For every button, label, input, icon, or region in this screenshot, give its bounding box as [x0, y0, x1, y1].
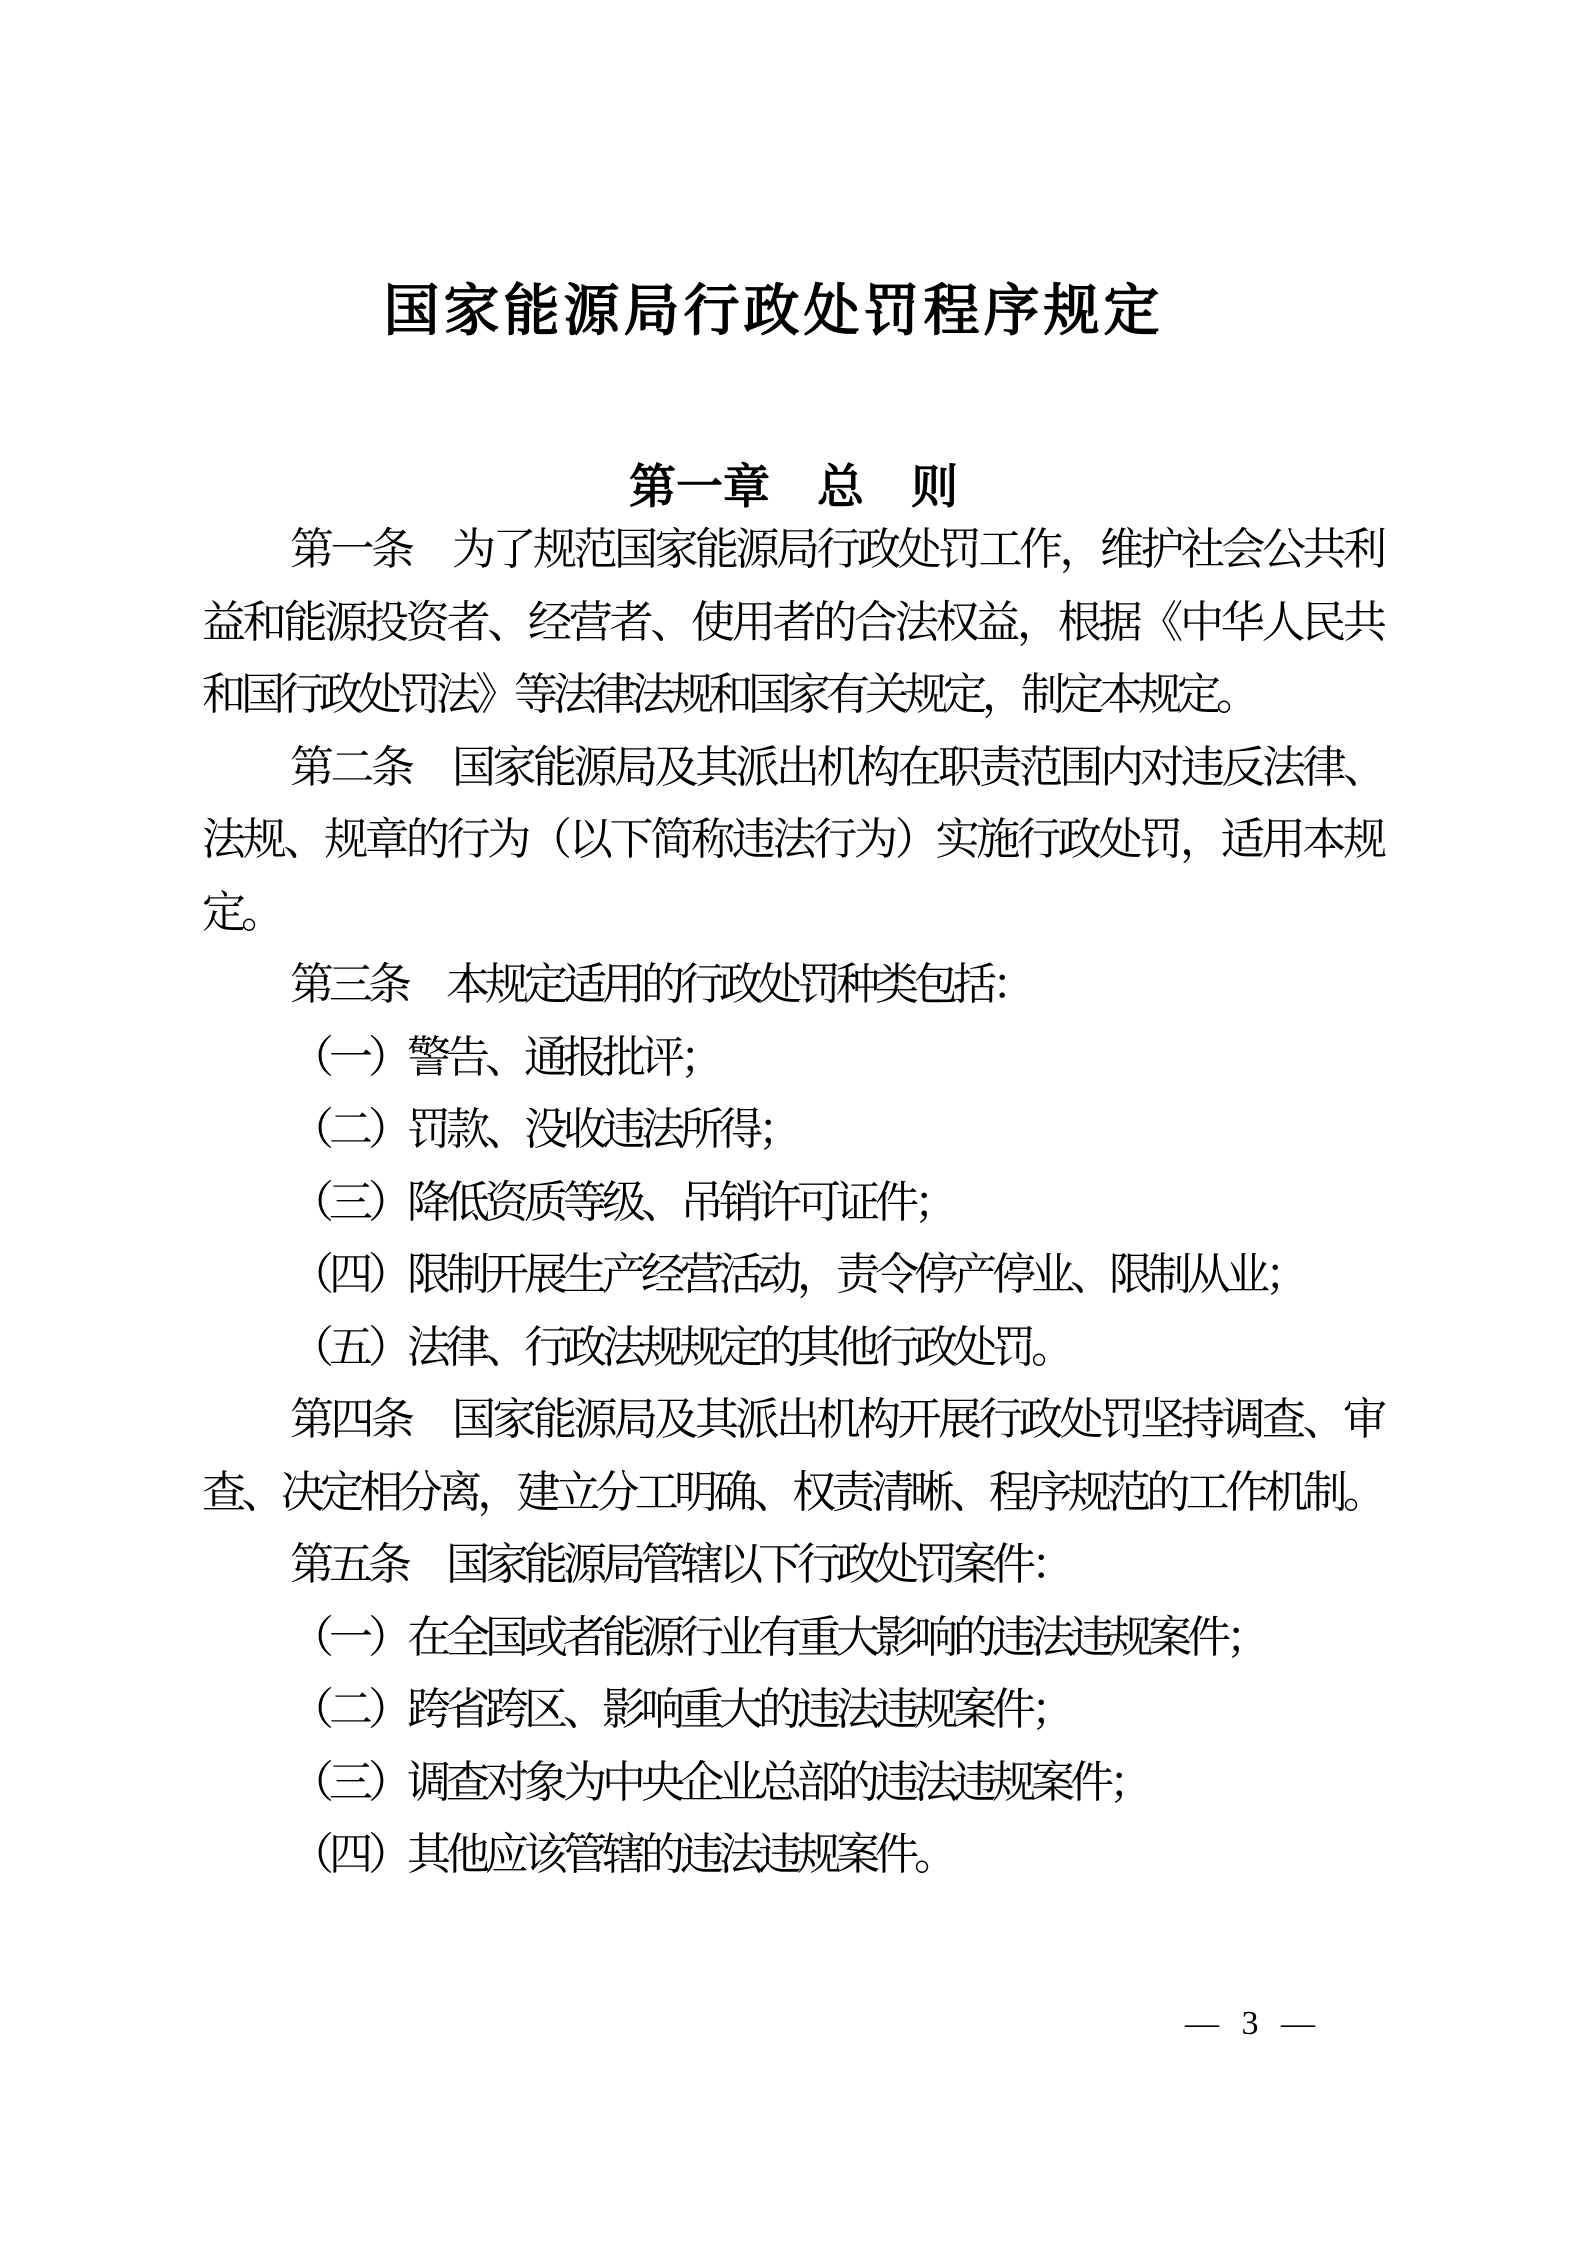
page-number: — 3 —: [1185, 2005, 1317, 2042]
document-body: [202, 514, 1382, 1892]
text-line: 第四条 国家能源局及其派出机构开展行政处罚坚持调查、审: [290, 1395, 1382, 1444]
paragraph: [202, 732, 1382, 950]
text-line: 第二条 国家能源局及其派出机构在职责范围内对违反法律、: [290, 742, 1382, 792]
text-line: 第三条 本规定适用的行政处罚种类包括：: [290, 960, 1031, 1009]
paragraph: [202, 1819, 1382, 1892]
text-line: （二）跨省跨区、影响重大的违法违规案件；: [290, 1685, 1070, 1734]
text-line: （一）在全国或者能源行业有重大影响的违法违规案件；: [290, 1612, 1265, 1662]
text-line: 益和能源投资者、经营者、使用者的合法权益，根据《中华人民共: [202, 597, 1382, 647]
document-title: 国家能源局行政处罚程序规定: [383, 281, 1164, 343]
text-line: 法规、规章的行为（以下简称违法行为）实施行政处罚，适用本规: [202, 815, 1382, 864]
paragraph: [202, 1747, 1382, 1820]
chapter-heading: 第一章 总 则: [629, 460, 958, 513]
text-line: 第五条 国家能源局管辖以下行政处罚案件：: [290, 1540, 1070, 1589]
paragraph: [202, 1239, 1382, 1312]
paragraph: [202, 514, 1382, 732]
paragraph: [202, 1167, 1382, 1240]
paragraph: [202, 1674, 1382, 1747]
paragraph: [202, 1312, 1382, 1385]
paragraph: [202, 1529, 1382, 1602]
text-line: （五）法律、行政法规规定的其他行政处罚。: [290, 1322, 1070, 1372]
paragraph: [202, 1094, 1382, 1167]
text-line: （二）罚款、没收违法所得；: [290, 1105, 797, 1154]
text-line: （三）降低资质等级、吊销许可证件；: [290, 1177, 953, 1227]
text-line: 查、决定相分离，建立分工明确、权责清晰、程序规范的工作机制。: [202, 1467, 1382, 1517]
text-line: （三）调查对象为中央企业总部的违法违规案件；: [290, 1757, 1148, 1807]
text-line: （四）限制开展生产经营活动，责令停产停业、限制从业；: [290, 1250, 1304, 1299]
text-line: 定。: [202, 887, 280, 937]
text-line: （一）警告、通报批评；: [290, 1032, 719, 1082]
paragraph: [202, 949, 1382, 1022]
paragraph: [202, 1384, 1382, 1529]
text-line: 第一条 为了规范国家能源局行政处罚工作，维护社会公共利: [290, 525, 1382, 574]
paragraph: [202, 1602, 1382, 1675]
text-line: （四）其他应该管辖的违法违规案件。: [290, 1830, 953, 1879]
text-line: 和国行政处罚法》等法律法规和国家有关规定，制定本规定。: [202, 670, 1255, 719]
paragraph: [202, 1022, 1382, 1095]
